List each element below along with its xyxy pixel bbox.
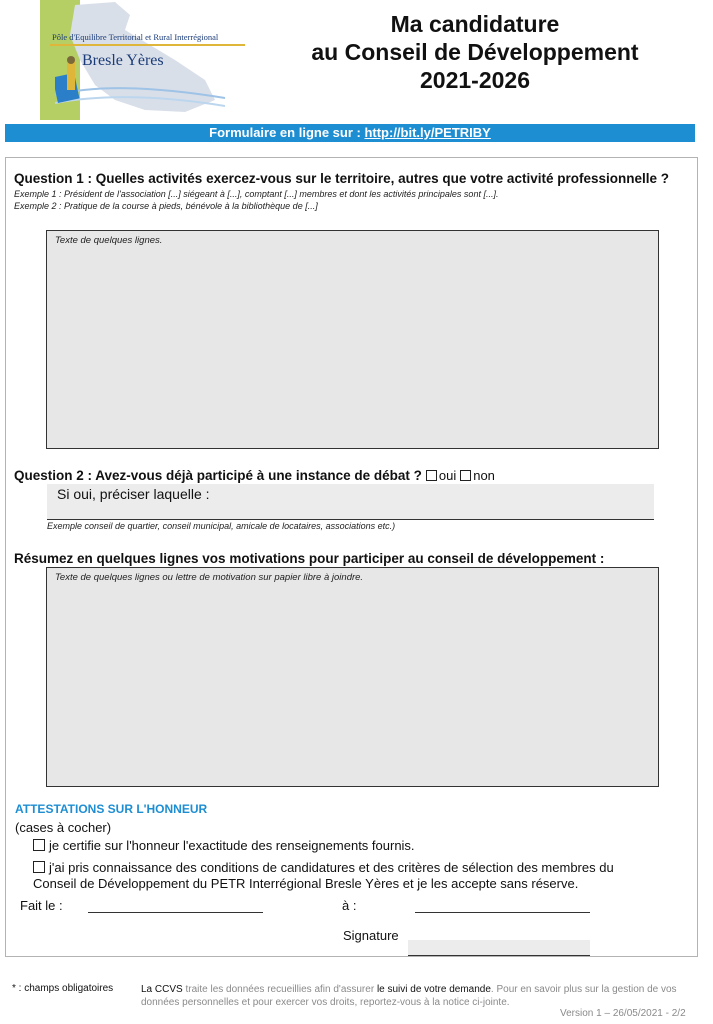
- privacy-notice: [141, 983, 701, 1009]
- privacy-p4: . Pour en savoir plus sur la gestion de vos données personnelles et pour exercer vos droits, reportez-vous à la notice ci-jointe.: [141, 984, 677, 1008]
- question1-example1: Exemple 1 : Président de l'association [...] siégeant à [...], comptant [...] membres et dont les activités principales sont [...].: [14, 189, 499, 199]
- a-field[interactable]: [415, 912, 590, 913]
- option-oui-label: oui: [438, 468, 457, 483]
- question2-row: [14, 468, 495, 483]
- required-fields-note: * : champs obligatoires: [12, 983, 114, 994]
- page-title: [280, 10, 670, 94]
- instance-field-label: Si oui, préciser laquelle :: [57, 486, 210, 502]
- attestation-checkbox-1[interactable]: [33, 839, 45, 851]
- checkbox-oui[interactable]: [426, 470, 437, 481]
- privacy-ccvs: CCVS: [154, 984, 183, 995]
- attestation-item-1: [33, 838, 415, 853]
- attestations-title: ATTESTATIONS SUR L'HONNEUR: [15, 802, 208, 816]
- version-label: Version 1 – 26/05/2021 - 2/2: [560, 1008, 686, 1019]
- logo-territory-name: Bresle Yères: [82, 52, 164, 69]
- title-line-1: Ma candidature: [390, 11, 560, 37]
- privacy-p1: La: [141, 984, 155, 995]
- attestation-item-2: [33, 860, 614, 875]
- checkbox-non[interactable]: [460, 470, 471, 481]
- question1-placeholder: Texte de quelques lignes.: [55, 235, 163, 246]
- logo-org-name: Pôle d'Equilibre Territorial et Rural Interrégional: [52, 32, 219, 42]
- title-line-2: au Conseil de Développement: [311, 39, 639, 65]
- question2-title: Question 2 : Avez-vous déjà participé à une instance de débat ?: [14, 468, 422, 483]
- instance-field[interactable]: [47, 484, 654, 520]
- fait-le-label: Fait le :: [20, 898, 63, 913]
- question1-example2: Exemple 2 : Pratique de la course à pieds, bénévole à la bibliothèque de [...]: [14, 201, 318, 211]
- privacy-p3: le suivi de votre demande: [376, 984, 491, 995]
- fait-le-field[interactable]: [88, 912, 263, 913]
- petr-logo: [10, 0, 245, 122]
- question1-textarea[interactable]: [46, 230, 659, 449]
- attestation-item-2-line1: j'ai pris connaissance des conditions de candidatures et des critères de sélection des membres du: [49, 860, 614, 875]
- attestation-checkbox-2[interactable]: [33, 861, 45, 873]
- motivation-title: Résumez en quelques lignes vos motivations pour participer au conseil de développement :: [14, 551, 605, 566]
- form-link[interactable]: http://bit.ly/PETRIBY: [364, 125, 491, 140]
- option-non-label: non: [473, 468, 495, 483]
- question2-example: Exemple conseil de quartier, conseil municipal, amicale de locataires, associations etc.): [47, 521, 396, 531]
- attestations-subtitle: (cases à cocher): [15, 820, 112, 835]
- motivation-textarea[interactable]: [46, 567, 659, 787]
- question1-title: Question 1 : Quelles activités exercez-vous sur le territoire, autres que votre activité professionnelle ?: [14, 171, 669, 186]
- motivation-placeholder: Texte de quelques lignes ou lettre de motivation sur papier libre à joindre.: [55, 572, 364, 583]
- attestation-item-1-text: je certifie sur l'honneur l'exactitude des renseignements fournis.: [49, 838, 415, 853]
- banner-prefix: Formulaire en ligne sur :: [209, 125, 365, 140]
- a-label: à :: [342, 898, 357, 913]
- signature-field[interactable]: [408, 940, 590, 956]
- logo-divider: [50, 44, 245, 46]
- title-line-3: 2021-2026: [420, 67, 530, 93]
- online-form-banner: [5, 124, 695, 142]
- privacy-p2: traite les données recueillies afin d'assurer: [182, 984, 377, 995]
- signature-label: Signature: [343, 928, 399, 943]
- attestation-item-2-line2: Conseil de Développement du PETR Interrégional Bresle Yères et je les accepte sans réserve.: [33, 876, 579, 891]
